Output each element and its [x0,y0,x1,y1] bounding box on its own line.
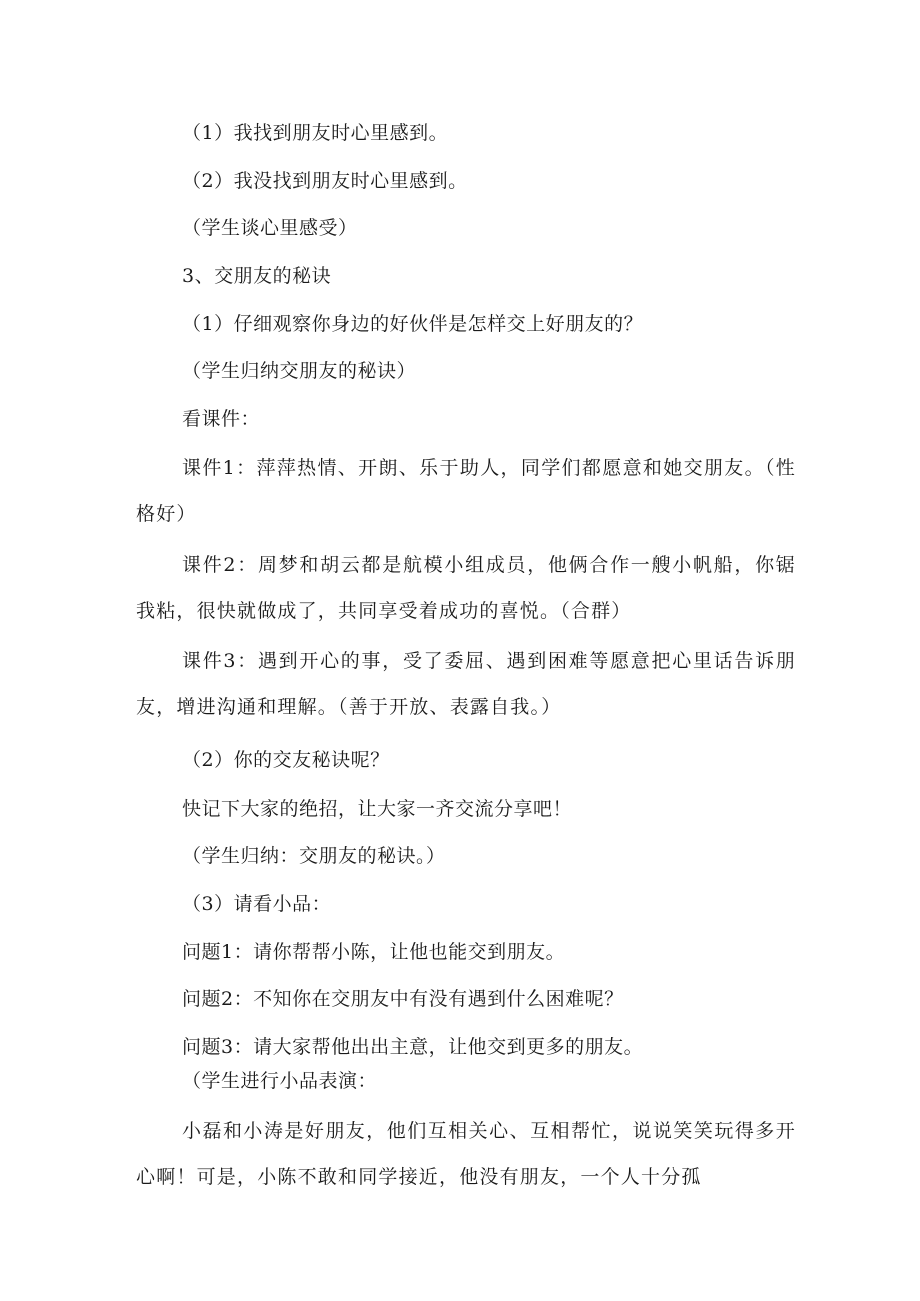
text-line-share-tips: 快记下大家的绝招，让大家一齐交流分享吧！ [182,798,573,820]
text-line-found-friend: （1）我找到朋友时心里感到。 [182,122,449,144]
paragraph-courseware-2: 课件2：周梦和胡云都是航模小组成员，他俩合作一艘小帆船，你锯我粘，很快就做成了，共同享受着成功的喜悦。（合群） [136,554,796,622]
text-line-question-3: 问题3：请大家帮他出出主意，让他交到更多的朋友。 [182,1036,644,1058]
text-line-student-summary-2: （学生归纳：交朋友的秘诀。） [182,845,446,867]
paragraph-skit-story: 小磊和小涛是好朋友，他们互相关心、互相帮忙，说说笑笑玩得多开心啊！可是，小陈不敢和同学接近，他没有朋友，一个人十分孤 [136,1120,796,1188]
text-line-not-found-friend: （2）我没找到朋友时心里感到。 [182,170,468,192]
text-line-question-1: 问题1：请你帮帮小陈，让他也能交到朋友。 [182,941,566,963]
text-line-student-feelings: （学生谈心里感受） [182,217,358,239]
text-line-student-summary: （学生归纳交朋友的秘诀） [182,360,417,382]
paragraph-courseware-1: 课件1：萍萍热情、开朗、乐于助人，同学们都愿意和她交朋友。（性格好） [136,457,796,525]
text-line-skit-performance: （学生进行小品表演： [182,1070,378,1092]
section-heading-friend-secrets: 3、交朋友的秘诀 [182,265,332,287]
text-line-question-2: 问题2：不知你在交朋友中有没有遇到什么困难呢？ [182,988,624,1010]
paragraph-courseware-3: 课件3：遇到开心的事，受了委屈、遇到困难等愿意把心里话告诉朋友，增进沟通和理解。（善于开放、表露自我。） [136,650,796,718]
text-line-observe-question: （1）仔细观察你身边的好伙伴是怎样交上好朋友的？ [182,313,644,335]
text-line-skit-intro: （3）请看小品： [182,893,332,915]
text-line-your-secret: （2）你的交友秘诀呢？ [182,749,390,771]
text-line-view-courseware: 看课件： [182,408,261,430]
